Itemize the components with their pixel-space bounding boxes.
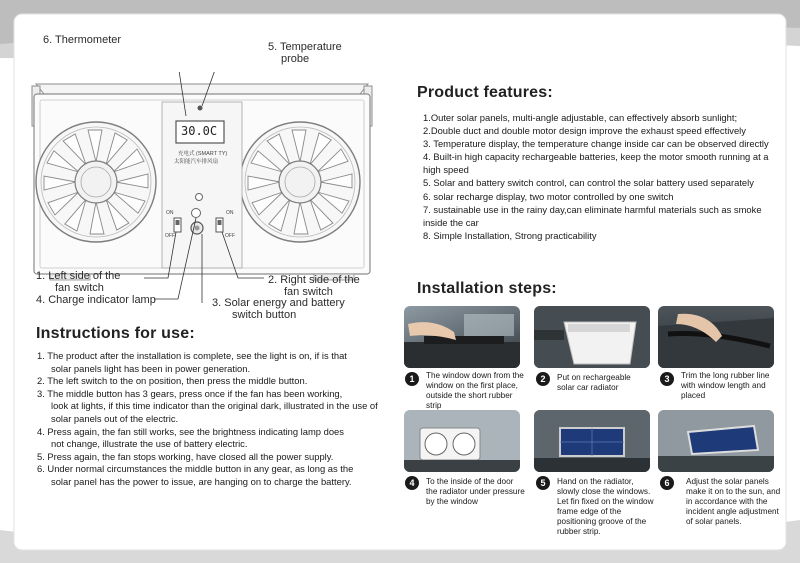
features-list — [423, 111, 783, 242]
step-4-caption: To the inside of the door the radiator under pressure by the window — [426, 477, 525, 506]
step-3-photo — [658, 306, 774, 368]
temperature-display: 30.0C — [181, 124, 218, 138]
step-6-caption: Adjust the solar panels make it on to the sun, and in accordance with the incident angle adjustment of solar panels. — [686, 477, 781, 526]
instructions-list — [37, 350, 382, 489]
list-item: 6. solar recharge display, two motor controlled by one switch — [423, 190, 674, 202]
list-item: 6. Under normal circumstances the middle button in any gear, as long as the solar panel has the power to issue, are hanging on to charge the battery. — [37, 463, 354, 487]
radiator-window-image — [534, 306, 650, 368]
solar-switch-label: 3. Solar energy and battery — [212, 297, 345, 309]
charge-lamp-label: 4. Charge indicator lamp — [36, 294, 156, 306]
fan-in-window-image — [404, 410, 520, 472]
list-item: 8. Simple Installation, Strong practicability — [423, 229, 597, 241]
list-item: 4. Built-in high capacity rechargeable batteries, keep the motor smooth running at a high speed — [423, 151, 769, 176]
list-item: 7. sustainable use in the rainy day,can eliminate harmful materials such as smoke inside the car — [423, 203, 762, 228]
step-2-caption: Put on rechargeable solar car radiator — [557, 373, 631, 392]
thermometer-label: 6. Thermometer — [43, 34, 122, 46]
solar-switch-label-line2: switch button — [232, 309, 297, 321]
adjusted-panel-image — [658, 410, 774, 472]
instructions-heading: Instructions for use: — [36, 325, 195, 342]
step-2-badge: 2 — [536, 372, 550, 386]
list-item: 1.Outer solar panels, multi-angle adjustable, can effectively absorb sunlight; — [423, 112, 738, 123]
step-3-badge: 3 — [660, 372, 674, 386]
left-switch-off-label: OFF — [165, 233, 175, 239]
rubber-strip-image — [658, 306, 774, 368]
list-item: 2. The left switch to the on position, then press the middle button. — [37, 375, 308, 387]
features-heading: Product features: — [417, 84, 553, 101]
step-4-photo — [404, 410, 520, 472]
step-2-photo — [534, 306, 650, 368]
step-6-photo — [658, 410, 774, 472]
right-switch-label: 2. Right side of the — [268, 274, 360, 286]
step-5-photo — [534, 410, 650, 472]
list-item: 4. Press again, the fan still works, see the brightness indicating lamp does not change, illustrate the use of battery electric. — [37, 425, 344, 450]
step-1-caption: The window down from the window on the first place, outside the short rubber strip — [426, 371, 524, 410]
temperature-probe-label: 5. Temperature — [268, 41, 342, 53]
solar-panel-window-image — [534, 410, 650, 472]
left-switch-label-line2: fan switch — [55, 282, 104, 294]
left-switch-on-label: ON — [166, 210, 174, 216]
right-switch-label-line2: fan switch — [284, 286, 333, 298]
window-hand-image — [404, 306, 520, 368]
right-switch-on-label: ON — [226, 210, 234, 216]
right-switch-off-label: OFF — [225, 233, 235, 239]
list-item: 1. The product after the installation is complete, see the light is on, if is that solar panels light has been in power generation. — [37, 350, 347, 374]
step-5-caption: Hand on the radiator, slowly close the windows. Let fin fixed on the window frame edge of the positioning groove of the rubber strip. — [557, 477, 654, 536]
step-6-badge: 6 — [660, 476, 674, 490]
list-item: 5. Press again, the fan stops working, have closed all the power supply. — [37, 450, 334, 462]
step-4-badge: 4 — [405, 476, 419, 490]
model-text-line1: 充电式 (SMART TY) — [178, 151, 228, 157]
step-3-caption: Trim the long rubber line with window length and placed — [681, 371, 770, 400]
installation-heading: Installation steps: — [417, 280, 557, 297]
list-item: 5. Solar and battery switch control, can control the solar battery used separately — [423, 177, 754, 189]
list-item: 2.Double duct and double motor design improve the exhaust speed effectively — [423, 125, 746, 137]
list-item: 3. The middle button has 3 gears, press once if the fan has been working, look at lights, if this time indicator than the original dark, illustrated in the use of solar panels out of the electric. — [37, 387, 378, 424]
step-5-badge: 5 — [536, 476, 550, 490]
model-text-line2: 太阳能汽车排风扇 — [174, 159, 219, 165]
temperature-probe-label-line2: probe — [281, 53, 310, 65]
step-1-photo — [404, 306, 520, 368]
step-1-badge: 1 — [405, 372, 419, 386]
list-item: 3. Temperature display, the temperature change inside car can be observed directly — [423, 138, 769, 150]
left-switch-label: 1. Left side of the — [36, 270, 121, 282]
